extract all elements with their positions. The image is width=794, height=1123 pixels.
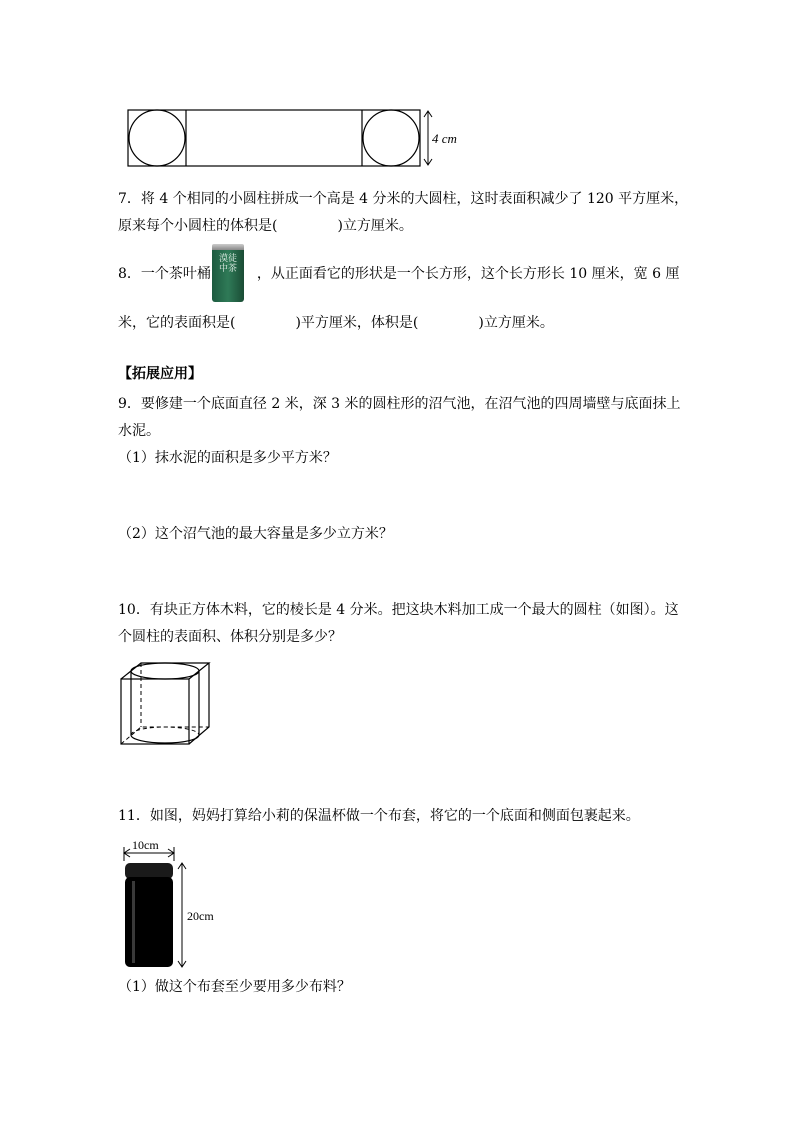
cube-cylinder-figure: [116, 658, 216, 750]
q7-line2-pre: 原来每个小圆柱的体积是(: [118, 218, 278, 234]
q8-line2-c: )立方厘米。: [478, 315, 554, 331]
cube-top-edges: [121, 663, 209, 679]
width-label: 10cm: [132, 838, 159, 852]
height-label: 20cm: [187, 909, 214, 923]
q8-line1: [118, 264, 679, 284]
q7-line2: [118, 216, 413, 236]
q8-line2-b: )平方厘米，体积是(: [295, 315, 419, 331]
q9-line1: 9．要修建一个底面直径 2 米，深 3 米的圆柱形的沼气池，在沼气池的四周墙壁与底面抹上: [118, 396, 681, 412]
outer-rectangle: [128, 110, 420, 166]
q10-line1: 10．有块正方体木料，它的棱长是 4 分米。把这块木料加工成一个最大的圆柱（如图）。这: [118, 602, 679, 618]
q8-line1-pre: 8．一个茶叶桶: [118, 266, 211, 282]
tea-can-image: [212, 244, 244, 302]
left-circle: [129, 110, 185, 166]
q9-sub2: （2）这个沼气池的最大容量是多少立方米？: [118, 526, 393, 542]
q8-line1-post: ，从正面看它的形状是一个长方形，这个长方形长 10 厘米，宽 6 厘: [256, 266, 680, 282]
q7-line1: 7．将 4 个相同的小圆柱拼成一个高是 4 分米的大圆柱，这时表面积减少了 120 平方厘米，: [118, 191, 689, 207]
thermos-highlight: [132, 881, 135, 963]
thermos-lid: [125, 863, 173, 879]
right-circle: [363, 110, 419, 166]
q10-line2: 个圆柱的表面积、体积分别是多少？: [118, 629, 342, 645]
cube-hidden-edges: [121, 727, 209, 744]
q8-line2: [118, 313, 554, 333]
q9-sub1: （1）抹水泥的面积是多少平方米？: [118, 450, 337, 466]
q8-line2-a: 米，它的表面积是(: [118, 315, 236, 331]
thermos-figure: [118, 835, 228, 975]
dimension-label: 4 cm: [432, 131, 457, 146]
q9-line2: 水泥。: [118, 423, 160, 439]
tea-can-body: [212, 250, 244, 302]
q7-line2-post: )立方厘米。: [337, 218, 413, 234]
section-heading: 【拓展应用】: [118, 366, 202, 382]
rect-circles-figure: [120, 100, 470, 175]
q11-sub1: （1）做这个布套至少要用多少布料？: [118, 979, 351, 995]
tea-can-label: 漠徒中茶: [218, 254, 237, 274]
q11-line1: 11．如图，妈妈打算给小莉的保温杯做一个布套，将它的一个底面和侧面包裹起来。: [118, 808, 640, 824]
